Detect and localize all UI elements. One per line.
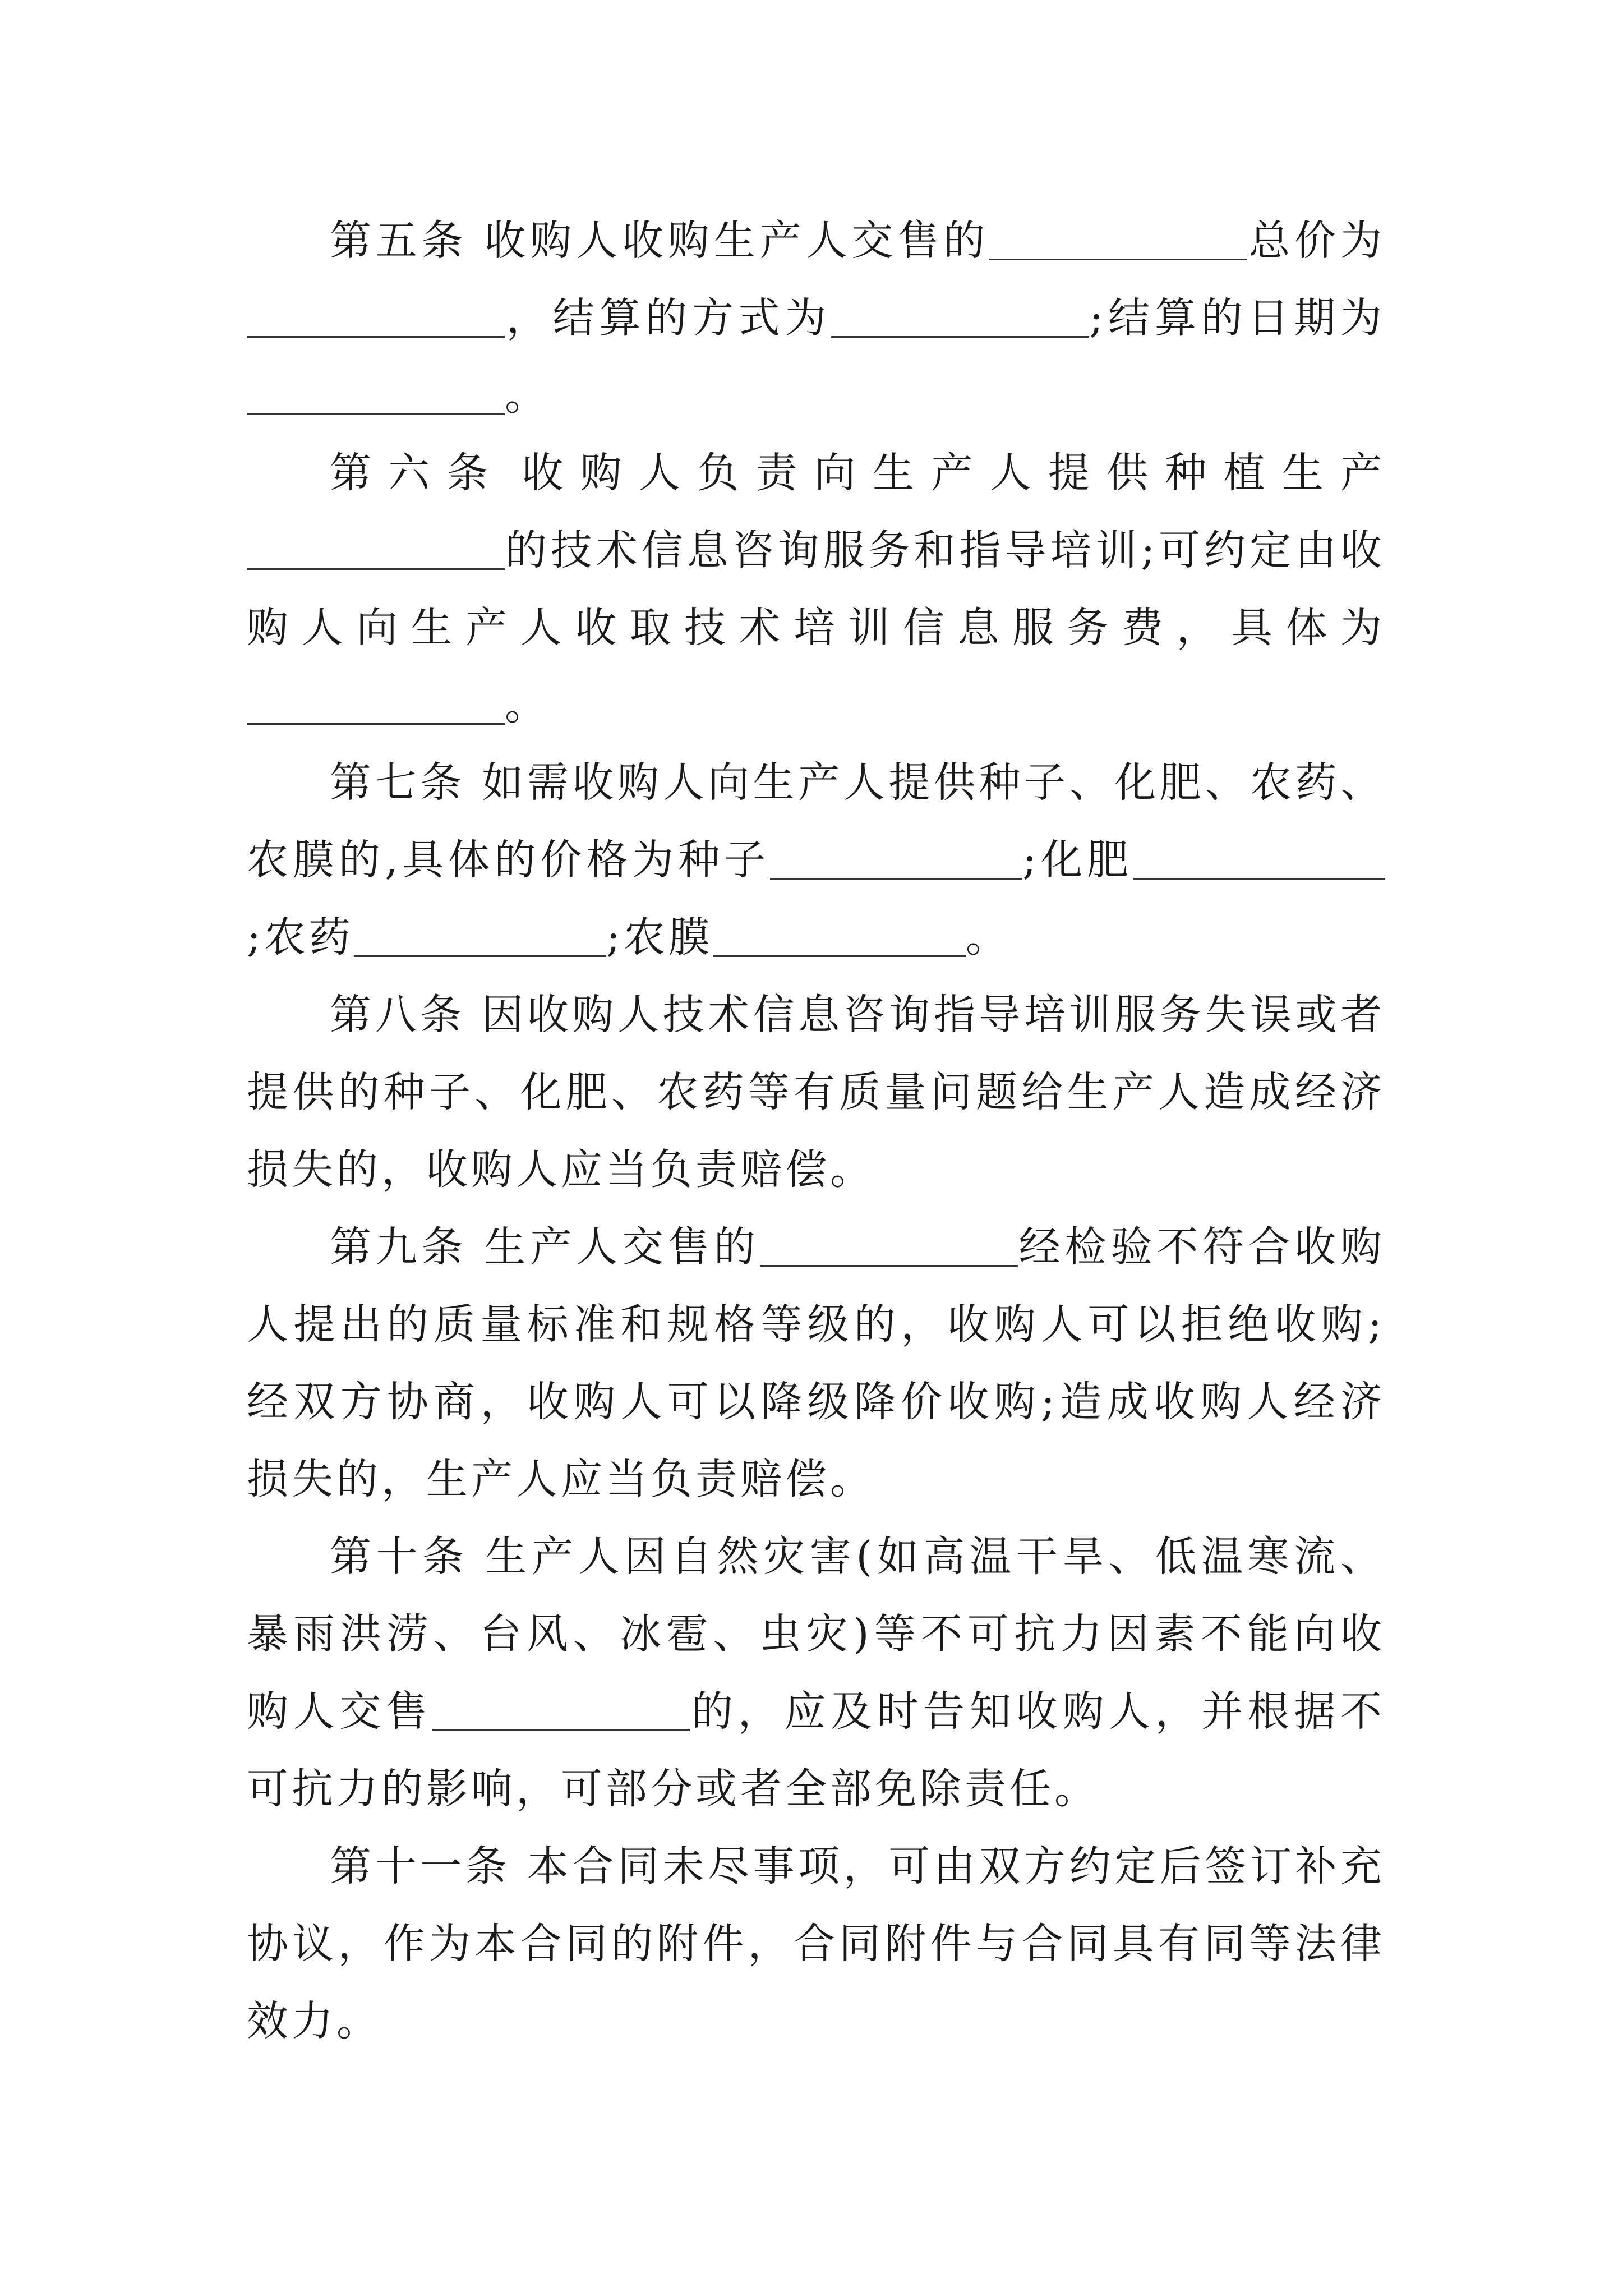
article-text: ;农药: [247, 913, 354, 961]
article-text: 如需收购人向生产人提供种子、化肥、农药、农膜的,具体的价格为种子: [247, 758, 1386, 884]
blank-field[interactable]: [989, 219, 1247, 260]
article-8: [247, 976, 1385, 1208]
contract-page: [247, 202, 1385, 2060]
article-5: [247, 202, 1385, 434]
article-text: ;化肥: [1022, 836, 1133, 884]
blank-field[interactable]: [354, 916, 606, 957]
article-label: 第八条: [330, 991, 465, 1039]
blank-field[interactable]: [1133, 839, 1385, 880]
blank-field[interactable]: [760, 1226, 1018, 1267]
article-9: [247, 1208, 1385, 1518]
article-text: ;农膜: [606, 913, 713, 961]
article-text: ;结算的日期为: [1089, 294, 1386, 342]
article-text: 。: [505, 681, 550, 729]
article-label: 第七条: [330, 758, 465, 807]
blank-field[interactable]: [432, 1690, 690, 1731]
blank-field[interactable]: [831, 297, 1089, 338]
article-label: 第九条: [330, 1223, 468, 1271]
article-text: 总价为: [1247, 217, 1385, 265]
article-7: [247, 744, 1385, 976]
article-label: 第十条: [330, 1533, 469, 1581]
blank-field[interactable]: [247, 374, 505, 415]
blank-field[interactable]: [247, 529, 505, 570]
article-label: 第五条: [330, 217, 468, 265]
article-text: 生产人因自然灾害(如高温干旱、低温寒流、暴雨洪涝、台风、冰雹、虫灾)等不可抗力因素不能向收购人交售: [247, 1533, 1386, 1736]
article-text: 因收购人技术信息咨询指导培训服务失误或者提供的种子、化肥、农药等有质量问题给生产人造成经济损失的，收购人应当负责赔偿。: [247, 991, 1386, 1194]
blank-field[interactable]: [247, 297, 505, 338]
article-text: 。: [965, 913, 1011, 961]
article-text: 的，应及时告知收购人，并根据不可抗力的影响，可部分或者全部免除责任。: [247, 1687, 1386, 1813]
blank-field[interactable]: [770, 839, 1022, 880]
article-text: ，结算的方式为: [505, 294, 832, 342]
blank-field[interactable]: [247, 684, 505, 725]
article-text: 收购人负责向生产人提供种植生产: [522, 449, 1386, 497]
article-text: 生产人交售的: [484, 1223, 760, 1271]
article-text: 经检验不符合收购人提出的质量标准和规格等级的，收购人可以拒绝收购;经双方协商，收购人可以降级降价收购;造成收购人经济损失的，生产人应当负责赔偿。: [247, 1223, 1385, 1503]
article-10: [247, 1518, 1385, 1828]
article-text: 本合同未尽事项，可由双方约定后签订补充协议，作为本合同的附件，合同附件与合同具有同等法律效力。: [247, 1842, 1386, 2045]
article-6: [247, 434, 1385, 744]
article-11: [247, 1828, 1385, 2060]
article-label: 第六条: [330, 449, 505, 497]
blank-field[interactable]: [713, 916, 966, 957]
article-text: 的技术信息咨询服务和指导培训;可约定由收购人向生产人收取技术培训信息服务费，具体为: [247, 526, 1385, 652]
article-label: 第十一条: [330, 1842, 511, 1890]
article-text: 收购人收购生产人交售的: [484, 217, 990, 265]
article-text: 。: [505, 371, 550, 420]
